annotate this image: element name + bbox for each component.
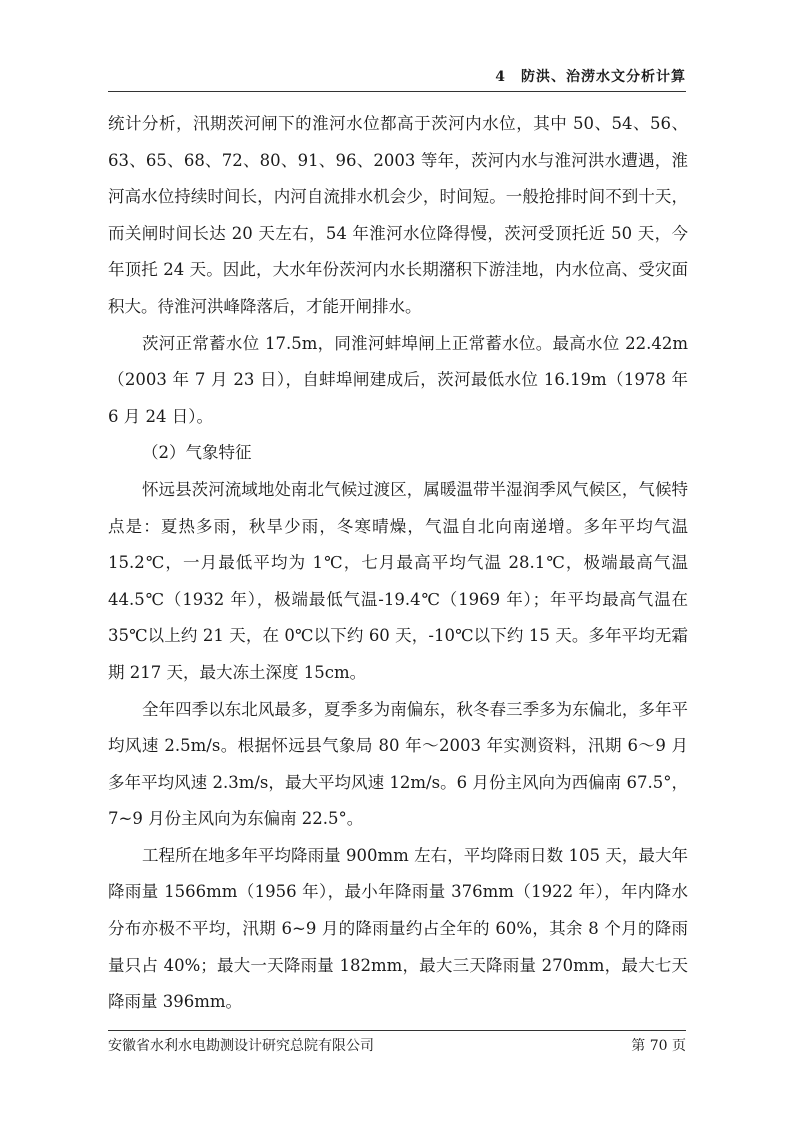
footer-organization: 安徽省水利水电勘测设计研究总院有限公司 (108, 1038, 374, 1054)
subsection-heading-meteorology: （2）气象特征 (142, 443, 252, 463)
paragraph-wind: 全年四季以东北风最多，夏季多为南偏东，秋冬春三季多为东偏北，多年平均风速 2.5m/s。根据怀远县气象局 80 年～2003 年实测资料，汛期 6～9 月多年平均风速 2.3m/s，最大平均风速 12m/s。6 月份主风向为西偏南 67.5°，7~9 月份主风向为东偏南 22.5°。 (108, 699, 688, 829)
running-header: 4 防洪、治涝水文分析计算 (495, 69, 686, 85)
header-rule (108, 91, 686, 92)
paragraph-flood-analysis-continued: 统计分析，汛期茨河闸下的淮河水位都高于茨河内水位，其中 50、54、56、63、65、68、72、80、91、96、2003 等年，茨河内水与淮河洪水遭遇，淮河高水位持续时间长，内河自流排水机会少，时间短。一般抢排时间不到十天，而关闸时间长达 20 天左右，54 年淮河水位降得慢，茨河受顶托近 50 天，今年顶托 24 天。因此，大水年份茨河内水长期潴积下游洼地，内水位高、受灾面积大。待淮河洪峰降落后，才能开闸排水。 (108, 114, 688, 316)
paragraph-rainfall: 工程所在地多年平均降雨量 900mm 左右，平均降雨日数 105 天，最大年降雨量 1566mm（1956 年），最小年降雨量 376mm（1922 年），年内降水分布亦极不平均，汛期 6~9 月的降雨量约占全年的 60%，其余 8 个月的降雨量只占 40%；最大一天降雨量 182mm，最大三天降雨量 270mm，最大七天降雨量 396mm。 (108, 845, 688, 1012)
footer-rule (108, 1030, 686, 1031)
body-text (108, 106, 688, 1021)
paragraph-water-levels: 茨河正常蓄水位 17.5m，同淮河蚌埠闸上正常蓄水位。最高水位 22.42m（2003 年 7 月 23 日），自蚌埠闸建成后，茨河最低水位 16.19m（1978 年 6 月 24 日）。 (108, 333, 688, 426)
page-number: 第 70 页 (631, 1038, 686, 1054)
paragraph-climate: 怀远县茨河流域地处南北气候过渡区，属暖温带半湿润季风气候区，气候特点是：夏热多雨，秋旱少雨，冬寒晴燥，气温自北向南递增。多年平均气温 15.2℃，一月最低平均为 1℃，七月最高平均气温 28.1℃，极端最高气温 44.5℃（1932 年），极端最低气温-19.4℃（1969 年）；年平均最高气温在 35℃以上约 21 天，在 0℃以下约 60 天，-10℃以下约 15 天。多年平均无霜期 217 天，最大冻土深度 15cm。 (108, 479, 688, 682)
